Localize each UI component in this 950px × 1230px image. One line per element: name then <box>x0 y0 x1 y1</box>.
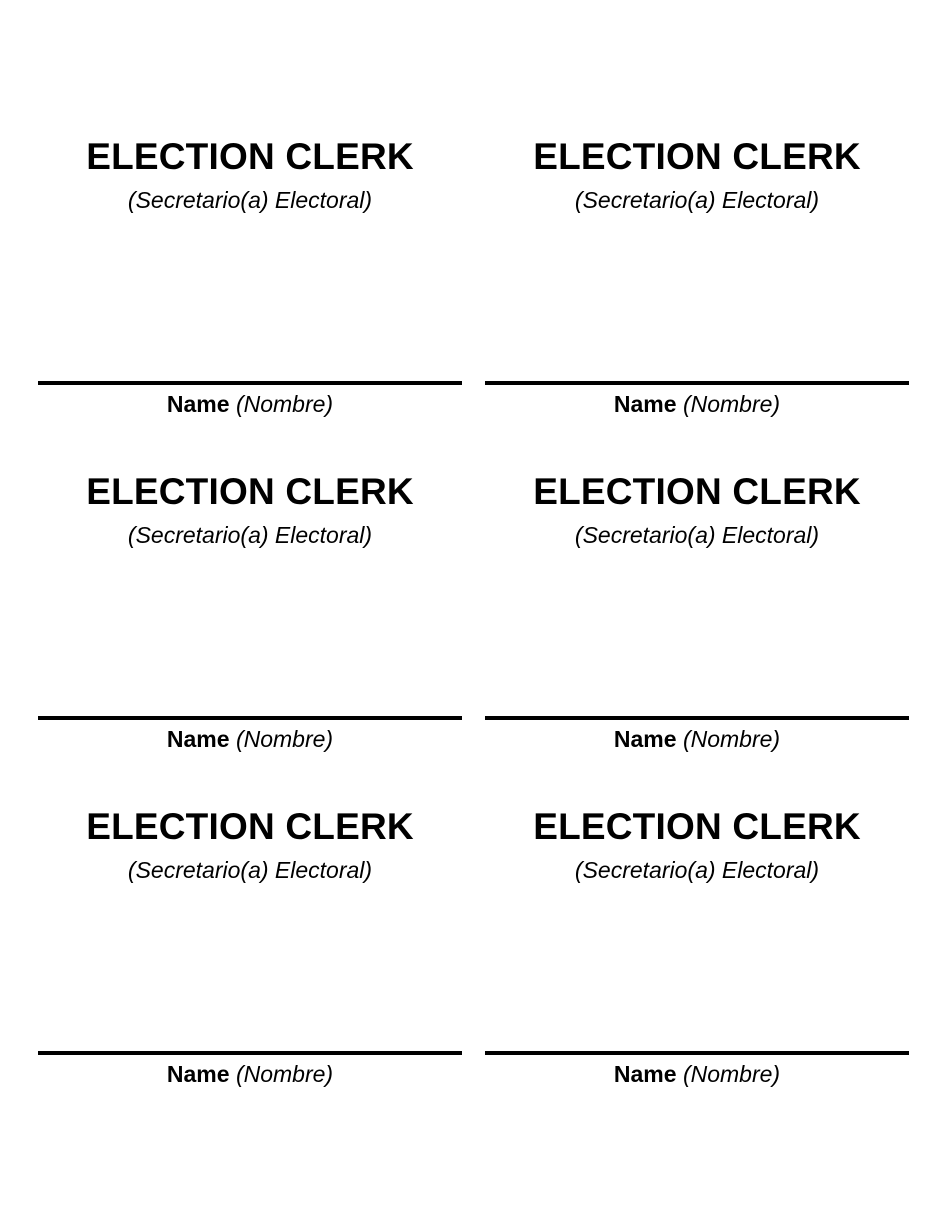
badge-subtitle: (Secretario(a) Electoral) <box>574 187 820 213</box>
name-label-spanish: (Nombre) <box>682 391 781 417</box>
badge-subtitle: (Secretario(a) Electoral) <box>127 522 373 548</box>
badge-title: ELECTION CLERK <box>86 471 414 512</box>
badge <box>38 0 462 417</box>
name-label: Name <box>613 1061 677 1087</box>
badge-title: ELECTION CLERK <box>533 136 861 177</box>
name-label-spanish: (Nombre) <box>682 1061 781 1087</box>
badge-title: ELECTION CLERK <box>86 136 414 177</box>
name-label: Name <box>166 1061 230 1087</box>
name-label: Name <box>166 391 230 417</box>
name-label-spanish: (Nombre) <box>235 726 334 752</box>
name-label-spanish: (Nombre) <box>682 726 781 752</box>
name-caption <box>485 1058 909 1090</box>
name-caption <box>38 1058 462 1090</box>
badge <box>485 670 909 1087</box>
signature-line <box>38 1051 462 1055</box>
badge-subtitle: (Secretario(a) Electoral) <box>127 857 373 883</box>
badge <box>485 335 909 752</box>
signature-line <box>485 1051 909 1055</box>
badge <box>38 670 462 1087</box>
badge-title: ELECTION CLERK <box>533 471 861 512</box>
badge <box>38 335 462 752</box>
name-label: Name <box>613 391 677 417</box>
name-label-spanish: (Nombre) <box>235 391 334 417</box>
badge-subtitle: (Secretario(a) Electoral) <box>574 857 820 883</box>
name-label-spanish: (Nombre) <box>235 1061 334 1087</box>
badge-title: ELECTION CLERK <box>86 806 414 847</box>
badge <box>485 0 909 417</box>
badge-subtitle: (Secretario(a) Electoral) <box>574 522 820 548</box>
badge-title: ELECTION CLERK <box>533 806 861 847</box>
badge-subtitle: (Secretario(a) Electoral) <box>127 187 373 213</box>
name-label: Name <box>166 726 230 752</box>
name-label: Name <box>613 726 677 752</box>
